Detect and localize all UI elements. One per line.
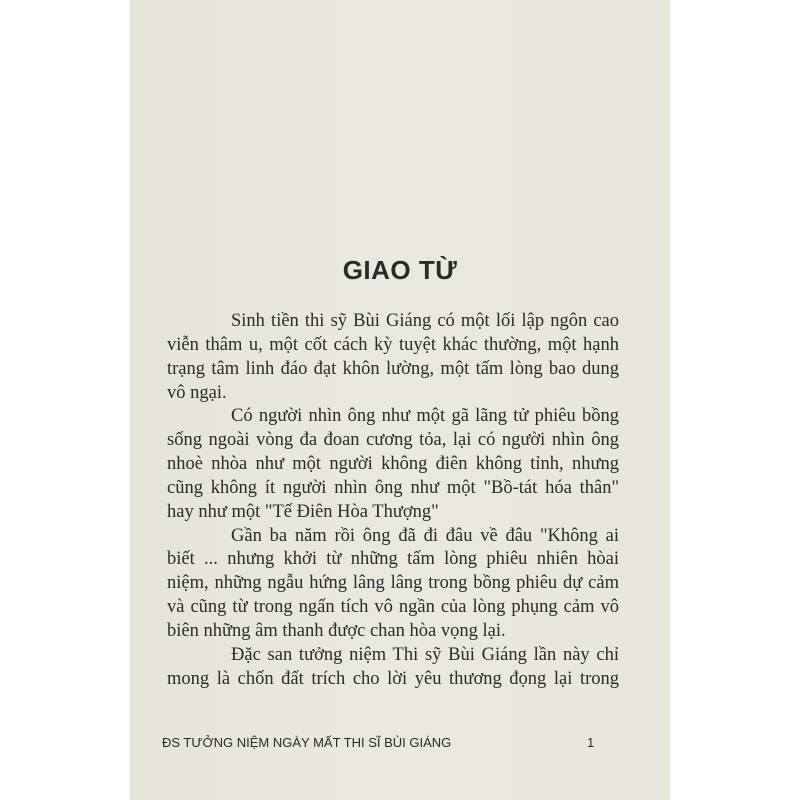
book-page [130,0,670,800]
text-line: vô ngại. [167,382,227,403]
chapter-title: GIAO TỪ [342,255,458,285]
page-number: 1 [587,735,595,750]
text-line: Đặc san tưởng niệm Thi sỹ Bùi Giáng lần này chỉ [231,644,619,665]
body-text [167,310,619,692]
text-line: biên những âm thanh được chan hòa vọng lại. [167,620,506,641]
text-line: Gần ba năm rồi ông đã đi đâu về đâu "Không ai [231,525,619,546]
text-line: Sinh tiền thi sỹ Bùi Giáng có một lối lập ngôn cao [231,311,619,331]
text-line: mong là chốn đất trích cho lời yêu thương đọng lại trong [167,668,619,689]
text-line: trạng tâm linh đáo đạt khôn lường, một tấm lòng bao dung [167,358,619,379]
text-line: và cũng từ trong ngấn tích vô ngần của lòng phụng cảm vô [167,597,619,618]
text-line: hay như một "Tế Điên Hòa Thượng" [167,501,439,522]
text-line: sống ngoài vòng đa đoan cương tỏa, lại có người nhìn ông [167,430,619,451]
text-line: cũng không ít người nhìn ông như một "Bồ-tát hóa thân" [167,477,619,498]
text-line: nhoè nhòa như một người không điên không tỉnh, nhưng [167,454,619,475]
text-line: biết ... nhưng khởi từ những tấm lòng phiêu nhiên hòai [167,549,619,570]
running-footer: ĐS TƯỞNG NIỆM NGÀY MẤT THI SĨ BÙI GIÁNG [162,735,452,750]
text-line: niệm, những ngẫu hứng lâng lâng trong bồng phiêu dự cảm [167,573,619,594]
text-line: viễn thâm u, một cốt cách kỳ tuyệt khác thường, một hạnh [167,334,619,355]
text-line: Có người nhìn ông như một gã lãng tử phiêu bồng [231,406,619,427]
